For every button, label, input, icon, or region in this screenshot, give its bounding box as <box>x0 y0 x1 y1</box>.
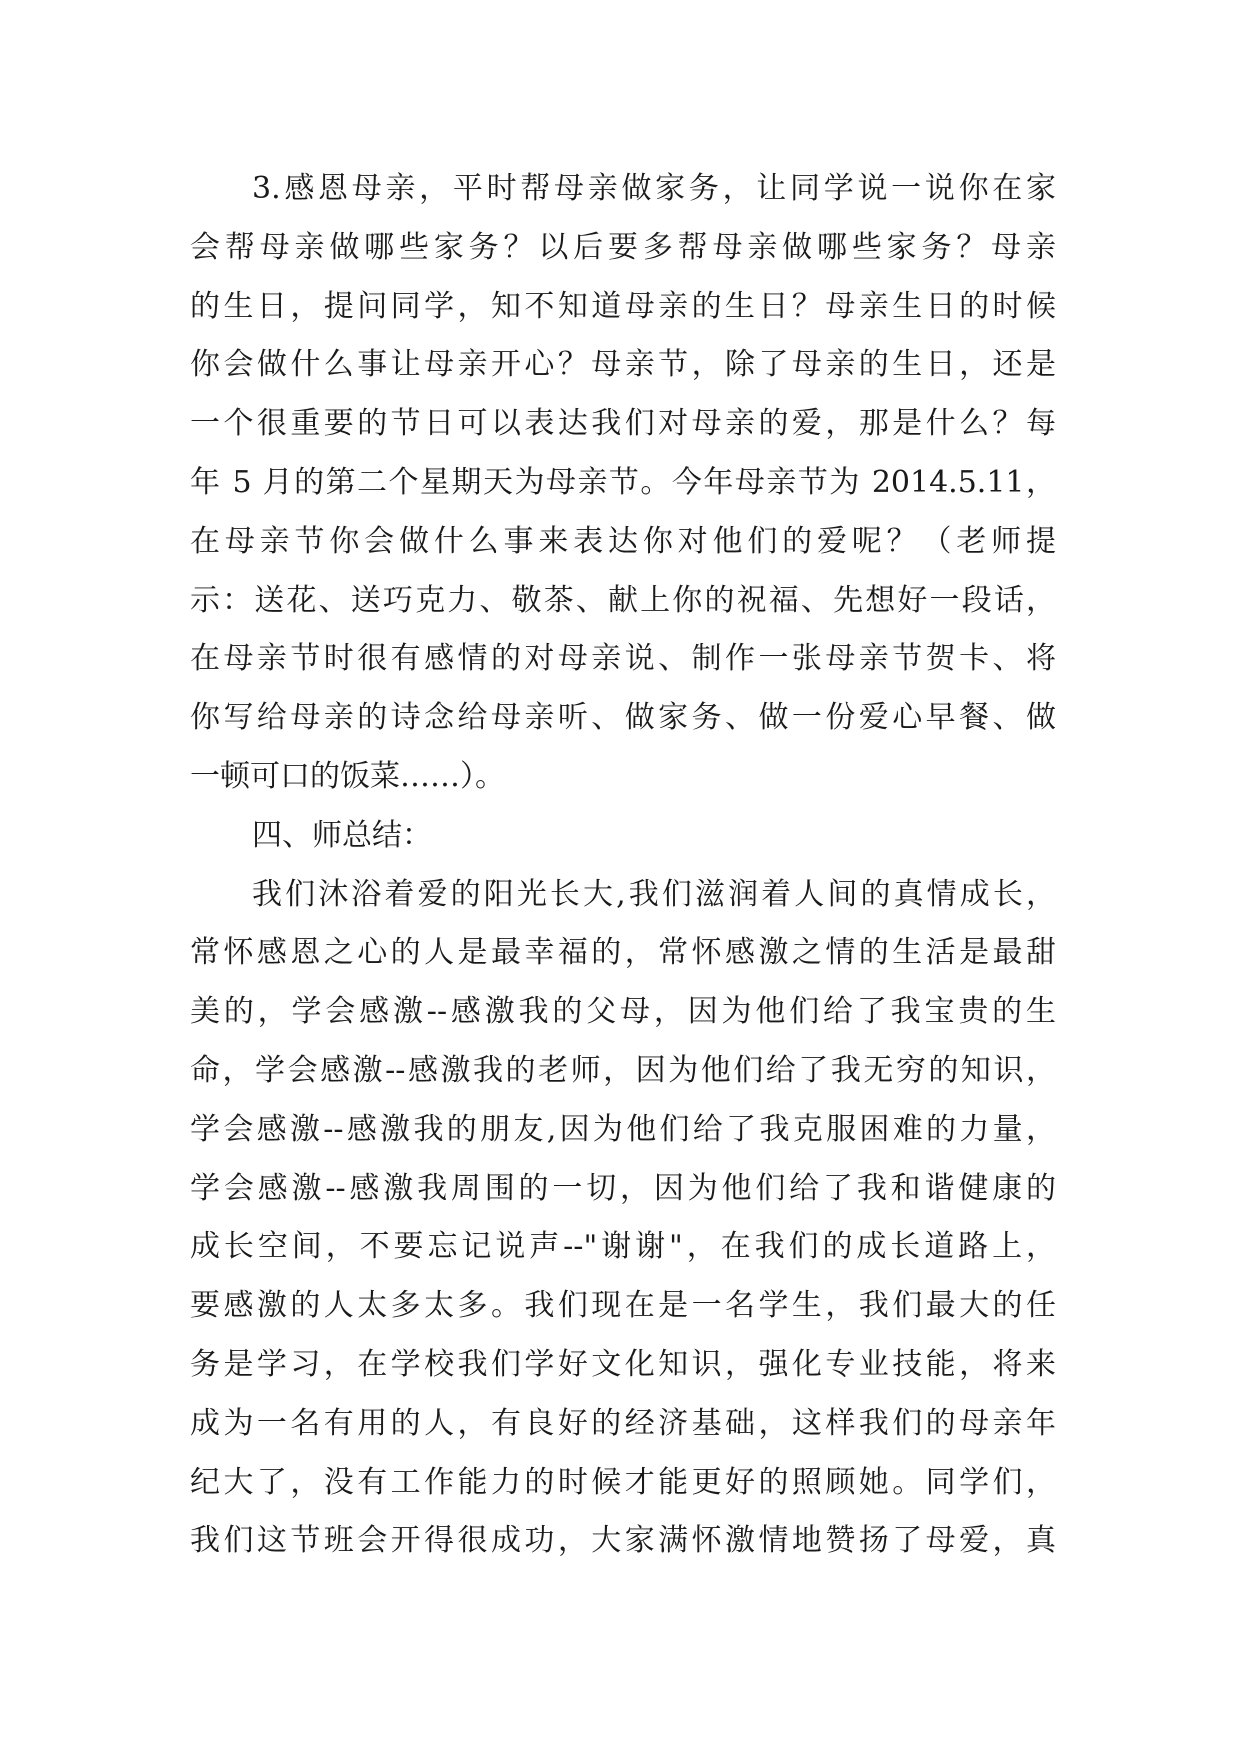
paragraph-line: 会帮母亲做哪些家务？以后要多帮母亲做哪些家务？母亲 <box>190 229 1056 265</box>
paragraph-line: 你写给母亲的诗念给母亲听、做家务、做一份爱心早餐、做 <box>190 700 1056 736</box>
paragraph-line: 学会感激--感激我的朋友,因为他们给了我克服困难的力量， <box>190 1111 1056 1147</box>
paragraph-line: 美的，学会感激--感激我的父母，因为他们给了我宝贵的生 <box>190 994 1056 1030</box>
paragraph-line: 学会感激--感激我周围的一切，因为他们给了我和谐健康的 <box>190 1170 1056 1206</box>
paragraph-line: 在母亲节时很有感情的对母亲说、制作一张母亲节贺卡、将 <box>190 641 1056 677</box>
paragraph-line: 一顿可口的饭菜……）。 <box>190 758 505 794</box>
paragraph-line: 成长空间，不要忘记说声--"谢谢"，在我们的成长道路上， <box>190 1229 1056 1265</box>
section-heading: 四、师总结： <box>252 817 432 853</box>
paragraph-line: 示：送花、送巧克力、敬茶、献上你的祝福、先想好一段话， <box>190 582 1056 618</box>
paragraph-line: 纪大了，没有工作能力的时候才能更好的照顾她。同学们， <box>190 1464 1056 1500</box>
paragraph-line: 我们这节班会开得很成功，大家满怀激情地赞扬了母爱，真 <box>190 1523 1056 1559</box>
paragraph-line: 一个很重要的节日可以表达我们对母亲的爱，那是什么？每 <box>190 406 1056 442</box>
paragraph-line: 要感激的人太多太多。我们现在是一名学生，我们最大的任 <box>190 1288 1056 1324</box>
paragraph-line: 成为一名有用的人，有良好的经济基础，这样我们的母亲年 <box>190 1405 1056 1441</box>
paragraph-line: 的生日，提问同学，知不知道母亲的生日？母亲生日的时候 <box>190 288 1056 324</box>
paragraph-line: 务是学习，在学校我们学好文化知识，强化专业技能，将来 <box>190 1346 1056 1382</box>
paragraph-line: 命，学会感激--感激我的老师，因为他们给了我无穷的知识， <box>190 1052 1056 1088</box>
paragraph-line: 3.感恩母亲，平时帮母亲做家务，让同学说一说你在家 <box>252 171 1056 206</box>
document-body <box>190 160 1056 1571</box>
paragraph-line: 年 5 月的第二个星期天为母亲节。今年母亲节为 2014.5.11， <box>190 464 1056 500</box>
paragraph-line: 在母亲节你会做什么事来表达你对他们的爱呢？（老师提 <box>190 523 1056 559</box>
paragraph-line: 我们沐浴着爱的阳光长大,我们滋润着人间的真情成长， <box>252 876 1056 912</box>
paragraph-line: 常怀感恩之心的人是最幸福的，常怀感激之情的生活是最甜 <box>190 935 1056 971</box>
paragraph-line: 你会做什么事让母亲开心？母亲节，除了母亲的生日，还是 <box>190 347 1056 383</box>
